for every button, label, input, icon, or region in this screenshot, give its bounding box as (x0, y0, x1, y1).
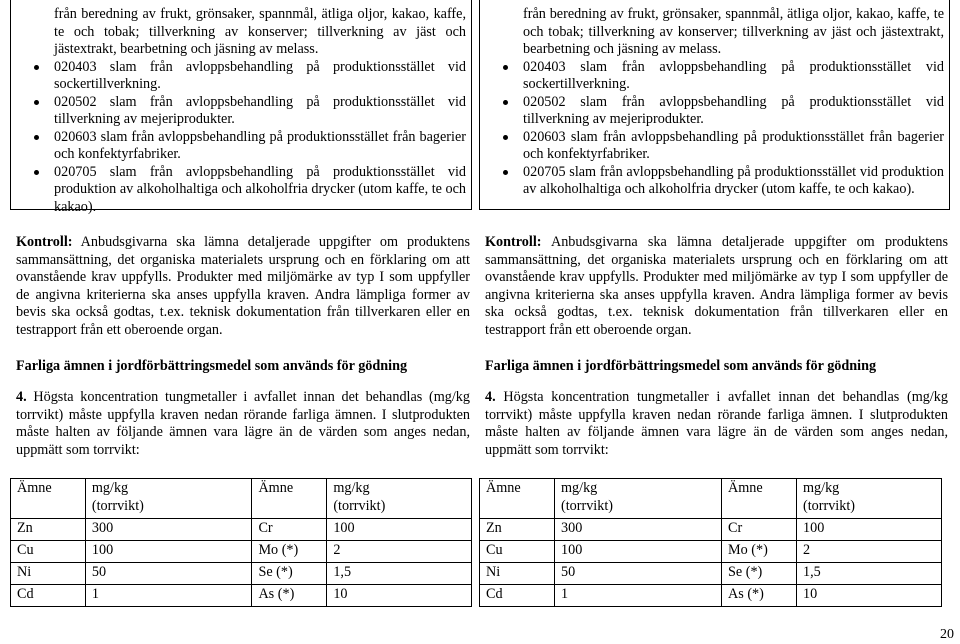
list-item: 020403 slam från avloppsbehandling på produktionsstället vid sockertillverkning. (17, 59, 466, 94)
list-item: 020502 slam från avloppsbehandling på produktionsstället vid tillverkning av mejeriprodukter. (486, 94, 944, 129)
header-cell: mg/kg (torrvikt) (797, 479, 942, 519)
kontroll-label: Kontroll: (16, 234, 73, 250)
table-row: Cd 1 As (*) 10 (11, 585, 472, 607)
requirement-paragraph (479, 389, 950, 459)
list-item: 020603 slam från avloppsbehandling på produktionsstället från bagerier och konfektyrfabriker. (486, 129, 944, 164)
list-item: 020403 slam från avloppsbehandling på produktionsstället vid sockertillverkning. (486, 59, 944, 94)
sludge-code-list (486, 59, 944, 199)
requirement-number: 4. (16, 389, 27, 405)
list-item: 020502 slam från avloppsbehandling på produktionsstället vid tillverkning av mejeriprodukter. (17, 94, 466, 129)
header-cell: Ämne (722, 479, 797, 519)
table-row: Zn 300 Cr 100 (11, 519, 472, 541)
header-cell: mg/kg (torrvikt) (555, 479, 722, 519)
header-cell: Ämne (252, 479, 327, 519)
requirement-text: Högsta koncentration tungmetaller i avfallet innan det behandlas (mg/kg torrvikt) måste uppfylla kraven nedan rörande farliga ämnen. I slutprodukten måste halten av följande ämnen vara lägre än de värden som anges nedan, uppmätt som torrvikt: (485, 389, 948, 458)
table-row: Cd 1 As (*) 10 (480, 585, 942, 607)
table-row: Ni 50 Se (*) 1,5 (11, 563, 472, 585)
kontroll-text: Anbudsgivarna ska lämna detaljerade uppgifter om produktens sammansättning, det organiska materialets ursprung och en förklaring om att ovanstående krav uppfylls. Produkter med miljömärke av typ I som uppfyller de angivna kriterierna ska anses uppfylla kraven. Andra lämpliga former av bevis ska också godtas, t.ex. teknisk dokumentation från tillverkaren eller en testrapport från ett oberoende organ. (485, 234, 948, 338)
intro-paragraph: från beredning av frukt, grönsaker, spannmål, ätliga oljor, kakao, kaffe, te och tobak; tillverkning av konserver; tillverkning av jäst och jästextrakt, bearbetning och jäsning av melass. (54, 6, 467, 57)
table-row: Zn 300 Cr 100 (480, 519, 942, 541)
requirement-text: Högsta koncentration tungmetaller i avfallet innan det behandlas (mg/kg torrvikt) måste uppfylla kraven nedan rörande farliga ämnen. I slutprodukten måste halten av följande ämnen vara lägre än de värden som anges nedan, uppmätt som torrvikt: (16, 389, 470, 458)
section-heading: Farliga ämnen i jordförbättringsmedel som används för gödning (16, 358, 408, 374)
right-column (479, 0, 950, 602)
header-cell: Ämne (11, 479, 86, 519)
kontroll-paragraph (10, 234, 472, 339)
kontroll-paragraph (479, 234, 950, 339)
list-item: 020603 slam från avloppsbehandling på produktionsstället från bagerier och konfektyrfabriker. (17, 129, 466, 164)
heavy-metals-table (479, 478, 942, 607)
criteria-text-box (10, 0, 472, 215)
requirement-paragraph (10, 389, 472, 459)
sludge-code-list (17, 59, 466, 217)
table-header-row (480, 479, 942, 519)
section-heading: Farliga ämnen i jordförbättringsmedel som används för gödning (485, 358, 877, 374)
table-row: Cu 100 Mo (*) 2 (480, 541, 942, 563)
list-item: 020705 slam från avloppsbehandling på produktionsstället vid produktion av alkoholhaltiga och alkoholfria drycker (utom kaffe, te och kakao). (486, 164, 944, 199)
left-column (10, 0, 472, 602)
header-cell: mg/kg (torrvikt) (85, 479, 252, 519)
list-item: 020705 slam från avloppsbehandling på produktionsstället vid produktion av alkoholhaltiga och alkoholfria drycker (utom kaffe, te och kakao). (17, 164, 466, 217)
header-cell: mg/kg (torrvikt) (327, 479, 472, 519)
kontroll-text: Anbudsgivarna ska lämna detaljerade uppgifter om produktens sammansättning, det organiska materialets ursprung och en förklaring om att ovanstående krav uppfylls. Produkter med miljömärke av typ I som uppfyller de angivna kriterierna ska anses uppfylla kraven. Andra lämpliga former av bevis ska också godtas, t.ex. teknisk dokumentation från tillverkaren eller en testrapport från ett oberoende organ. (16, 234, 471, 338)
kontroll-label: Kontroll: (485, 234, 542, 250)
header-cell: Ämne (480, 479, 555, 519)
heavy-metals-table (10, 478, 472, 607)
table-row: Ni 50 Se (*) 1,5 (480, 563, 942, 585)
table-row: Cu 100 Mo (*) 2 (11, 541, 472, 563)
page-number: 20 (940, 627, 954, 642)
table-header-row (11, 479, 472, 519)
requirement-number: 4. (485, 389, 496, 405)
intro-paragraph: från beredning av frukt, grönsaker, spannmål, ätliga oljor, kakao, kaffe, te och tobak; tillverkning av konserver; tillverkning av jäst och jästextrakt, bearbetning och jäsning av melass. (523, 6, 945, 57)
criteria-text-box (479, 0, 950, 210)
